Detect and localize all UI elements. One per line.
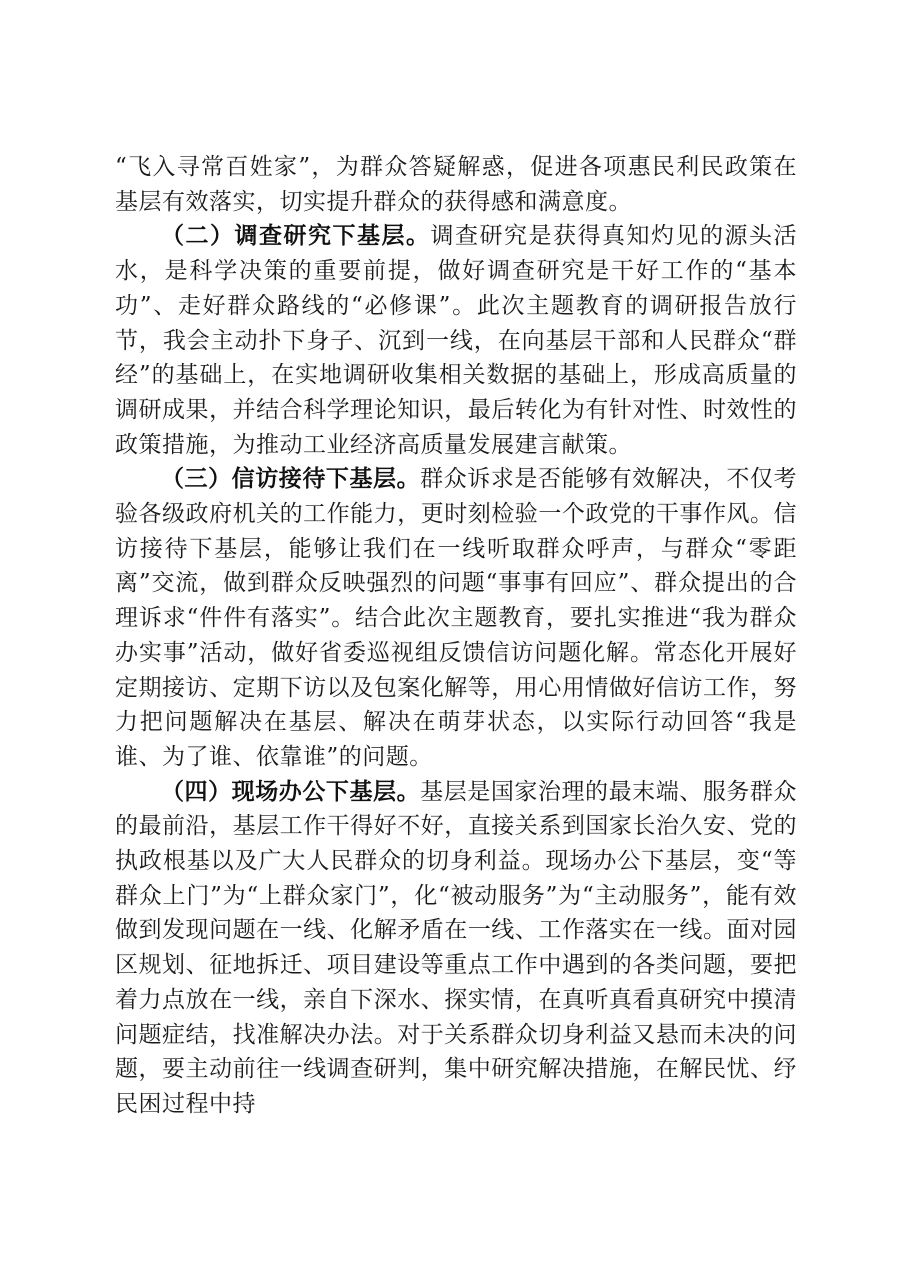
paragraph-text: 调查研究是获得真知灼见的源头活水，是科学决策的重要前提，做好调查研究是干好工作的“基本功”、走好群众路线的“必修课”。此次主题教育的调研报告放行节，我会主动扑下身子、沉到一线，在向基层干部和人民群众“群经”的基础上，在实地调研收集相关数据的基础上，形成高质量的调研成果，并结合科学理论知识，最后转化为有针对性、时效性的政策措施，为推动工业经济高质量发展建言献策。 <box>115 223 797 458</box>
document-body <box>115 150 797 1122</box>
paragraph-onsite-office <box>115 775 797 1122</box>
section-heading: （四）现场办公下基层。 <box>161 777 421 805</box>
paragraph-text: 基层是国家治理的最末端、服务群众的最前沿，基层工作干得好不好，直接关系到国家长治久安、党的执政根基以及广大人民群众的切身利益。现场办公下基层，变“等群众上门”为“上群众家门”，化“被动服务”为“主动服务”，能有效做到发现问题在一线、化解矛盾在一线、工作落实在一线。面对园区规划、征地拆迁、项目建设等重点工作中遇到的各类问题，要把着力点放在一线，亲自下深水、探实情，在真听真看真研究中摸清问题症结，找准解决办法。对于关系群众切身利益又悬而未决的问题，要主动前往一线调查研判，集中研究解决措施，在解民忧、纾民困过程中持 <box>115 778 798 1117</box>
paragraph-petition-reception <box>115 462 797 774</box>
paragraph-text: “飞入寻常百姓家”，为群众答疑解惑，促进各项惠民利民政策在基层有效落实，切实提升群众的获得感和满意度。 <box>115 154 797 215</box>
section-heading: （三）信访接待下基层。 <box>161 465 421 493</box>
section-heading: （二）调查研究下基层。 <box>161 222 431 250</box>
paragraph-continuation <box>115 150 797 219</box>
paragraph-text: 群众诉求是否能够有效解决，不仅考验各级政府机关的工作能力，更时刻检验一个政党的干事作风。信访接待下基层，能够让我们在一线听取群众呼声，与群众“零距离”交流，做到群众反映强烈的问题“事事有回应”、群众提出的合理诉求“件件有落实”。结合此次主题教育，要扎实推进“我为群众办实事”活动，做好省委巡视组反馈信访问题化解。常态化开展好定期接访、定期下访以及包案化解等，用心用情做好信访工作，努力把问题解决在基层、解决在萌芽状态，以实际行动回答“我是谁、为了谁、依靠谁”的问题。 <box>115 466 798 770</box>
paragraph-survey-research <box>115 219 797 462</box>
